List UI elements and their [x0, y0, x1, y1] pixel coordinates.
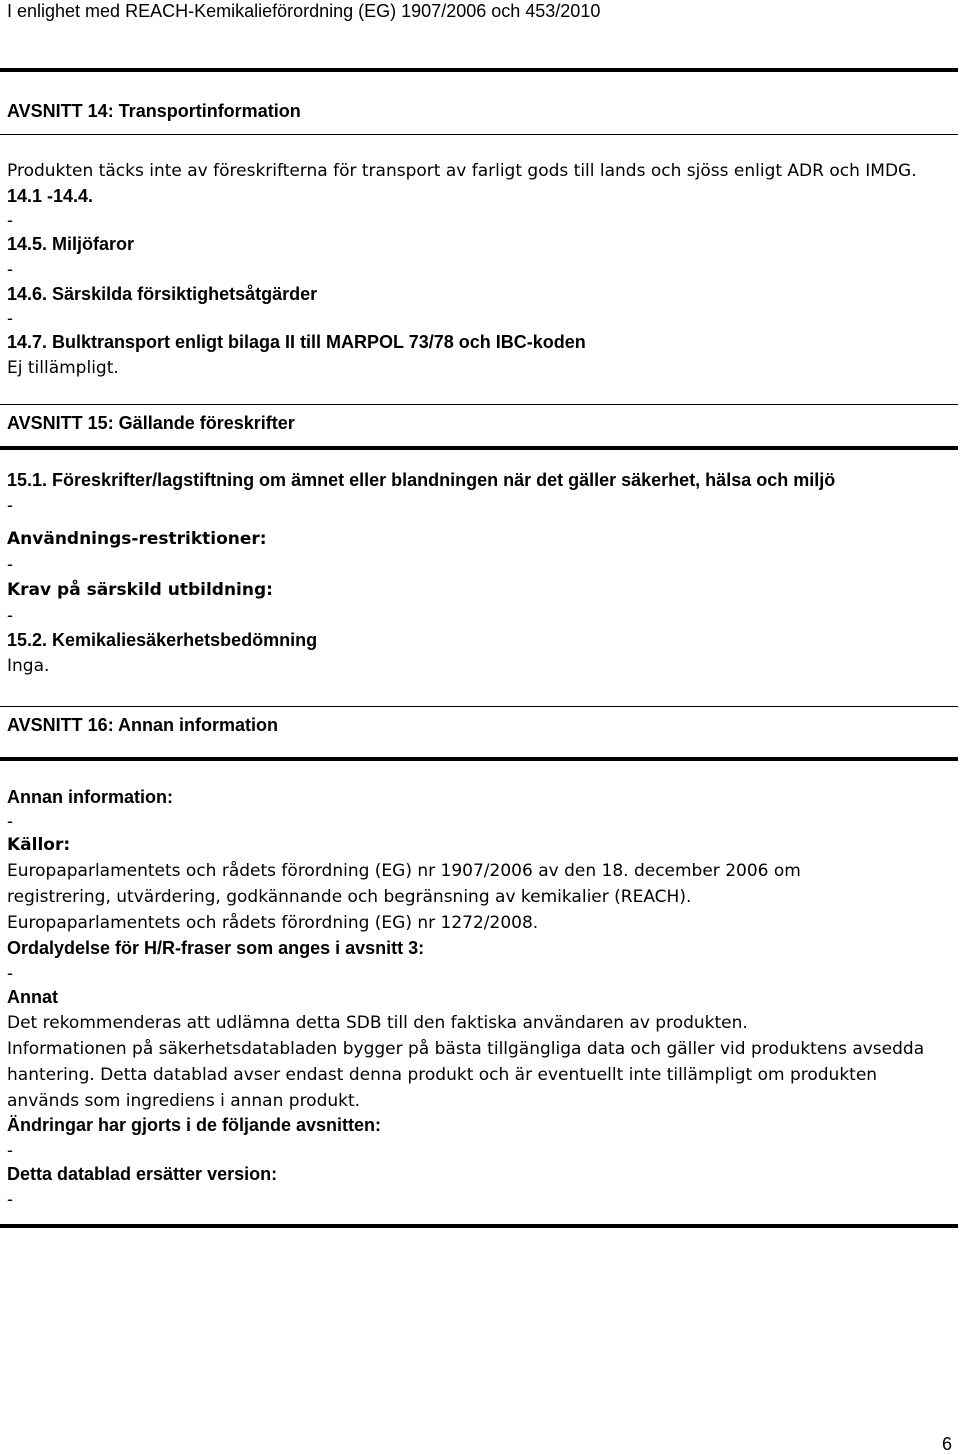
heading-15-2: 15.2. Kemikaliesäkerhetsbedömning	[7, 630, 318, 650]
usage-restrictions-label: Användnings-restriktioner:	[7, 529, 267, 549]
not-applicable-text: Ej tillämpligt.	[7, 358, 119, 378]
placeholder-dash: -	[7, 554, 13, 574]
heading-15-1: 15.1. Föreskrifter/lagstiftning om ämnet eller blandningen när det gäller säkerhet, hälsa och miljö	[7, 470, 836, 490]
placeholder-dash: -	[7, 811, 13, 831]
information-line-2: hantering. Detta datablad avser endast denna produkt och är eventuellt inte tillämpligt om produkten	[7, 1065, 878, 1085]
section-divider-thin	[0, 134, 958, 135]
heading-14-6: 14.6. Särskilda försiktighetsåtgärder	[7, 284, 318, 304]
placeholder-dash: -	[7, 210, 13, 230]
information-line-1: Informationen på säkerhetsdatabladen bygger på bästa tillgängliga data och gäller vid produktens avsedda	[7, 1039, 925, 1059]
document-header: I enlighet med REACH-Kemikalieförordning (EG) 1907/2006 och 453/2010	[7, 1, 601, 21]
recommendation-text: Det rekommenderas att udlämna detta SDB till den faktiska användaren av produkten.	[7, 1013, 748, 1033]
heading-14-7: 14.7. Bulktransport enligt bilaga II till MARPOL 73/78 och IBC-koden	[7, 332, 586, 352]
other-information-label: Annan information:	[7, 787, 173, 807]
transport-intro: Produkten täcks inte av föreskrifterna för transport av farligt gods till lands och sjöss enligt ADR och IMDG.	[7, 161, 917, 181]
section-14-title: AVSNITT 14: Transportinformation	[7, 101, 301, 121]
sources-label: Källor:	[7, 835, 71, 855]
none-text: Inga.	[7, 656, 50, 676]
other-heading: Annat	[7, 987, 58, 1007]
heading-14-5: 14.5. Miljöfaror	[7, 234, 135, 254]
changes-heading: Ändringar har gjorts i de följande avsnitten:	[7, 1115, 382, 1135]
replaces-version-heading: Detta datablad ersätter version:	[7, 1164, 278, 1184]
section-divider-thin	[0, 404, 958, 405]
source-line-3: Europaparlamentets och rådets förordning (EG) nr 1272/2008.	[7, 913, 539, 933]
information-line-3: används som ingrediens i annan produkt.	[7, 1091, 361, 1111]
page-number: 6	[941, 1434, 952, 1454]
placeholder-dash: -	[7, 1189, 13, 1209]
section-divider-thin	[0, 706, 958, 707]
section-15-title: AVSNITT 15: Gällande föreskrifter	[7, 413, 295, 433]
placeholder-dash: -	[7, 259, 13, 279]
section-divider-thick	[0, 1224, 958, 1228]
section-16-title: AVSNITT 16: Annan information	[7, 715, 279, 735]
source-line-1: Europaparlamentets och rådets förordning (EG) nr 1907/2006 av den 18. december 2006 om	[7, 861, 801, 881]
training-requirements-label: Krav på särskild utbildning:	[7, 580, 273, 600]
placeholder-dash: -	[7, 605, 13, 625]
section-divider-thick	[0, 446, 958, 450]
placeholder-dash: -	[7, 308, 13, 328]
placeholder-dash: -	[7, 1140, 13, 1160]
heading-14-1-14-4: 14.1 -14.4.	[7, 186, 94, 206]
section-divider-thick	[0, 757, 958, 761]
placeholder-dash: -	[7, 963, 13, 983]
source-line-2: registrering, utvärdering, godkännande och begränsning av kemikalier (REACH).	[7, 887, 692, 907]
placeholder-dash: -	[7, 495, 13, 515]
section-divider-thick	[0, 68, 958, 72]
hr-phrases-heading: Ordalydelse för H/R-fraser som anges i avsnitt 3:	[7, 938, 425, 958]
